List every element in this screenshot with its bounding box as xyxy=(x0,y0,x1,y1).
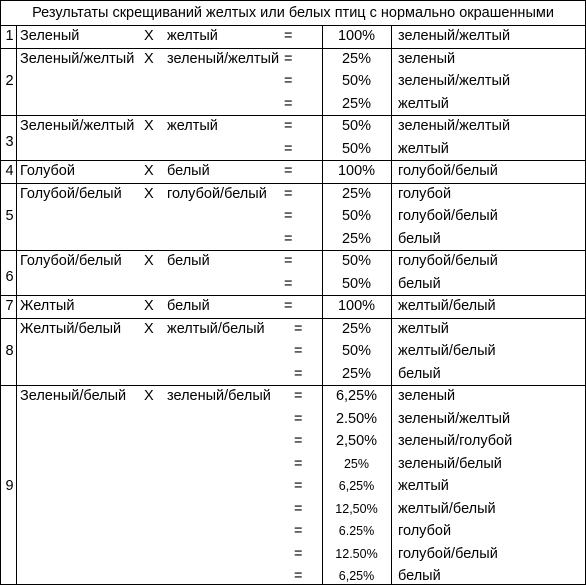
cross-number: 2 xyxy=(5,73,14,90)
cross-number: 9 xyxy=(5,478,14,495)
percentage: 6.25% xyxy=(338,524,375,538)
row-divider xyxy=(1,115,585,116)
parent-2: голубой/белый xyxy=(167,185,267,202)
cross-symbol: Х xyxy=(144,185,154,202)
offspring-result: зеленый/желтый xyxy=(398,118,511,134)
percentage: 25% xyxy=(341,365,372,382)
parent-2: желтый xyxy=(167,118,218,134)
equals-sign: = xyxy=(284,275,293,292)
percentage: 50% xyxy=(341,140,372,157)
percent-column-left-divider xyxy=(322,25,323,584)
equals-sign: = xyxy=(294,500,303,517)
cross-symbol: Х xyxy=(144,50,154,67)
equals-sign: = xyxy=(294,410,303,427)
parent-1: Зеленый/белый xyxy=(20,388,127,404)
offspring-result: зеленый/белый xyxy=(398,455,502,472)
percentage: 12,50% xyxy=(335,501,378,516)
percentage: 100% xyxy=(337,163,376,179)
parent-2: белый xyxy=(167,163,210,179)
percentage: 6,25% xyxy=(338,569,375,583)
cross-number: 8 xyxy=(5,343,14,360)
row-divider xyxy=(1,48,585,49)
equals-sign: = xyxy=(284,208,293,224)
cross-symbol: Х xyxy=(144,118,154,134)
equals-sign: = xyxy=(284,230,293,247)
equals-sign: = xyxy=(284,95,293,112)
offspring-result: голубой xyxy=(398,523,452,539)
row-divider xyxy=(1,295,585,296)
row-divider xyxy=(1,250,585,251)
offspring-result: желтый/белый xyxy=(398,343,496,359)
equals-sign: = xyxy=(284,118,293,134)
parent-2: белый xyxy=(167,298,210,314)
parent-1: Зеленый/желтый xyxy=(20,118,135,134)
percentage: 50% xyxy=(341,343,372,359)
offspring-result: желтый/белый xyxy=(398,500,496,517)
parent-2: зеленый/желтый xyxy=(167,50,280,67)
cross-number: 1 xyxy=(5,28,14,44)
num-column-divider xyxy=(16,25,17,584)
percentage: 2.50% xyxy=(335,410,378,427)
cross-symbol: Х xyxy=(144,253,154,269)
equals-sign: = xyxy=(294,320,303,337)
parent-2: белый xyxy=(167,253,210,269)
offspring-result: зеленый/желтый xyxy=(398,28,511,44)
equals-sign: = xyxy=(284,50,293,67)
equals-sign: = xyxy=(294,568,303,584)
row-divider xyxy=(1,385,585,386)
equals-sign: = xyxy=(284,140,293,157)
cross-symbol: Х xyxy=(144,163,154,179)
equals-sign: = xyxy=(294,433,303,449)
parent-1: Голубой xyxy=(20,163,75,179)
cross-number: 4 xyxy=(5,163,14,179)
offspring-result: зеленый/желтый xyxy=(398,73,511,89)
offspring-result: зеленый xyxy=(398,388,456,404)
equals-sign: = xyxy=(284,253,293,269)
offspring-result: голубой/белый xyxy=(398,208,498,224)
percentage: 25% xyxy=(341,230,372,247)
offspring-result: желтый xyxy=(398,95,449,112)
equals-sign: = xyxy=(294,365,303,382)
parent-1: Голубой/белый xyxy=(20,185,122,202)
percentage: 25% xyxy=(341,320,372,337)
row-divider xyxy=(1,318,585,319)
equals-sign: = xyxy=(284,28,293,44)
table-title: Результаты скрещиваний желтых или белых птиц с нормально окрашенными xyxy=(1,1,585,26)
offspring-result: голубой/белый xyxy=(398,163,498,179)
parent-1: Зеленый/желтый xyxy=(20,50,135,67)
percentage: 50% xyxy=(341,73,372,89)
equals-sign: = xyxy=(284,73,293,89)
equals-sign: = xyxy=(284,185,293,202)
percentage: 50% xyxy=(341,253,372,269)
cross-symbol: Х xyxy=(144,320,154,337)
percentage: 6,25% xyxy=(335,388,378,404)
cross-number: 5 xyxy=(5,208,14,225)
parent-2: желтый/белый xyxy=(167,320,265,337)
percentage: 25% xyxy=(341,95,372,112)
percentage: 50% xyxy=(341,275,372,292)
percentage: 25% xyxy=(341,185,372,202)
row-divider xyxy=(1,160,585,161)
percentage: 12.50% xyxy=(335,546,378,561)
percentage: 50% xyxy=(341,118,372,134)
offspring-result: желтый xyxy=(398,140,449,157)
parent-2: желтый xyxy=(167,28,218,44)
percentage: 2,50% xyxy=(335,433,378,449)
equals-sign: = xyxy=(294,388,303,404)
offspring-result: зеленый/желтый xyxy=(398,410,511,427)
offspring-result: голубой/белый xyxy=(398,545,498,562)
offspring-result: желтый xyxy=(398,320,449,337)
percentage: 25% xyxy=(341,50,372,67)
percent-column-right-divider xyxy=(391,25,392,584)
offspring-result: голубой xyxy=(398,185,452,202)
parent-1: Желтый xyxy=(20,298,75,314)
parent-1: Голубой/белый xyxy=(20,253,122,269)
row-divider xyxy=(1,183,585,184)
offspring-result: зеленый xyxy=(398,50,456,67)
percentage: 50% xyxy=(341,208,372,224)
cross-symbol: Х xyxy=(144,28,154,44)
equals-sign: = xyxy=(284,298,293,314)
offspring-result: зеленый/голубой xyxy=(398,433,513,449)
offspring-result: белый xyxy=(398,365,441,382)
offspring-result: голубой/белый xyxy=(398,253,498,269)
cross-symbol: Х xyxy=(144,388,154,404)
offspring-result: желтый/белый xyxy=(398,298,496,314)
percentage: 6,25% xyxy=(338,479,375,493)
equals-sign: = xyxy=(294,478,303,494)
equals-sign: = xyxy=(294,343,303,359)
equals-sign: = xyxy=(294,455,303,472)
cross-number: 7 xyxy=(5,298,14,314)
percentage: 25% xyxy=(343,456,370,471)
cross-number: 3 xyxy=(5,133,14,150)
equals-sign: = xyxy=(294,545,303,562)
percentage: 100% xyxy=(337,298,376,314)
percentage: 100% xyxy=(337,28,376,44)
cross-symbol: Х xyxy=(144,298,154,314)
equals-sign: = xyxy=(284,163,293,179)
offspring-result: белый xyxy=(398,275,441,292)
parent-1: Желтый/белый xyxy=(20,320,122,337)
parent-1: Зеленый xyxy=(20,28,80,44)
cross-number: 6 xyxy=(5,268,14,285)
offspring-result: желтый xyxy=(398,478,449,494)
equals-sign: = xyxy=(294,523,303,539)
offspring-result: белый xyxy=(398,230,441,247)
parent-2: зеленый/белый xyxy=(167,388,271,404)
offspring-result: белый xyxy=(398,568,441,584)
